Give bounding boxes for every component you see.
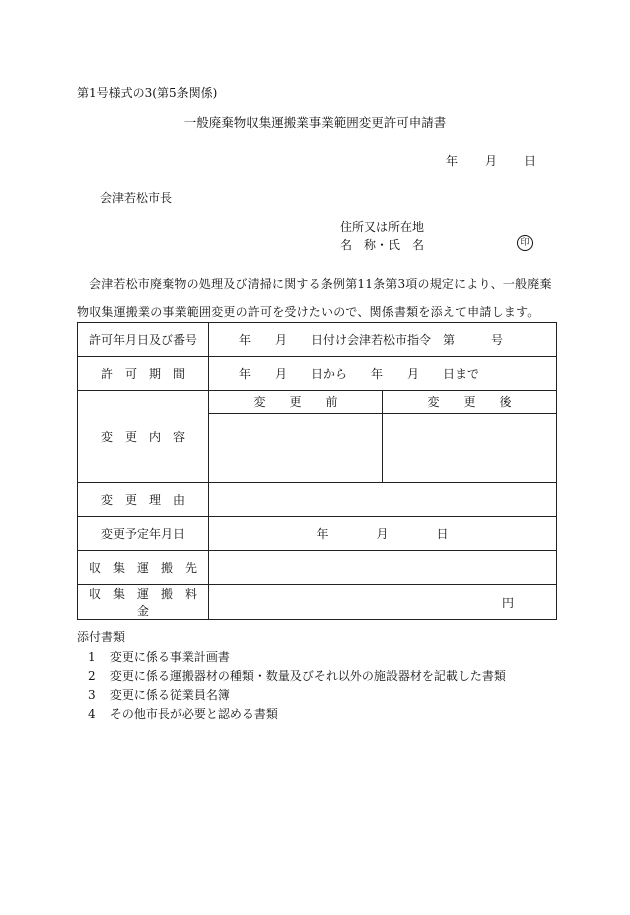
attachment-number: 4 [88, 707, 96, 721]
planned-date-field[interactable]: 年 月 日 [209, 517, 557, 551]
change-before-label: 変 更 前 [209, 391, 383, 413]
change-reason-label: 変 更 理 由 [78, 483, 209, 517]
destination-field[interactable] [209, 551, 557, 585]
application-date [446, 152, 536, 169]
permit-number-field[interactable]: 年 月 日付け会津若松市指令 第 号 [209, 323, 557, 357]
recipient: 会津若松市長 [100, 191, 173, 205]
address-label: 住所又は所在地 [340, 220, 425, 234]
planned-date-label: 変更予定年月日 [78, 517, 209, 551]
permit-period-field[interactable]: 年 月 日から 年 月 日まで [209, 357, 557, 391]
table-row-fee [78, 585, 557, 620]
change-after-label: 変 更 後 [427, 395, 512, 409]
change-content-header [209, 391, 556, 414]
permit-number-label: 許可年月日及び番号 [78, 323, 209, 357]
attachments-title: 添付書類 [77, 630, 126, 644]
fee-label: 収 集 運 搬 料 金 [78, 585, 209, 620]
attachment-text: 変更に係る事業計画書 [109, 650, 230, 664]
attachment-item [88, 648, 230, 665]
change-reason-field[interactable] [209, 483, 557, 517]
name-label: 名 称・氏 名 [340, 238, 425, 252]
attachment-number: 1 [88, 650, 96, 664]
table-row-permit-number [78, 323, 557, 357]
form-number: 第1号様式の3(第5条関係) [77, 86, 218, 100]
change-content-cell [209, 391, 557, 483]
attachment-text: その他市長が必要と認める書類 [109, 707, 278, 721]
table-row-planned-date [78, 517, 557, 551]
attachment-number: 2 [88, 669, 96, 683]
change-content-body [209, 414, 556, 482]
table-row-change-content [78, 391, 557, 483]
attachment-item [88, 686, 230, 703]
application-table [77, 322, 557, 620]
date-month-label: 月 [484, 154, 497, 168]
attachment-text: 変更に係る運搬器材の種類・数量及びそれ以外の施設器材を記載した書類 [109, 669, 506, 683]
attachment-text: 変更に係る従業員名簿 [109, 688, 230, 702]
application-statement: 会津若松市廃棄物の処理及び清掃に関する条例第11条第3項の規定により、一般廃棄物収集運搬業の事業範囲変更の許可を受けたいので、関係書類を添えて申請します。 [77, 277, 552, 319]
destination-label: 収 集 運 搬 先 [78, 551, 209, 585]
table-row-change-reason [78, 483, 557, 517]
date-year-label: 年 [446, 154, 459, 168]
fee-field[interactable]: 円 [209, 585, 557, 620]
change-after-field[interactable] [383, 414, 556, 482]
document-title: 一般廃棄物収集運搬業事業範囲変更許可申請書 [183, 115, 447, 130]
permit-period-label: 許 可 期 間 [78, 357, 209, 391]
attachment-item [88, 667, 506, 684]
attachment-number: 3 [88, 688, 96, 702]
attachment-item [88, 705, 278, 722]
change-before-field[interactable] [209, 414, 383, 482]
table-row-destination [78, 551, 557, 585]
change-content-label: 変 更 内 容 [78, 391, 209, 483]
seal-mark: 印 [517, 235, 533, 251]
date-day-label: 日 [523, 154, 536, 168]
table-row-permit-period [78, 357, 557, 391]
